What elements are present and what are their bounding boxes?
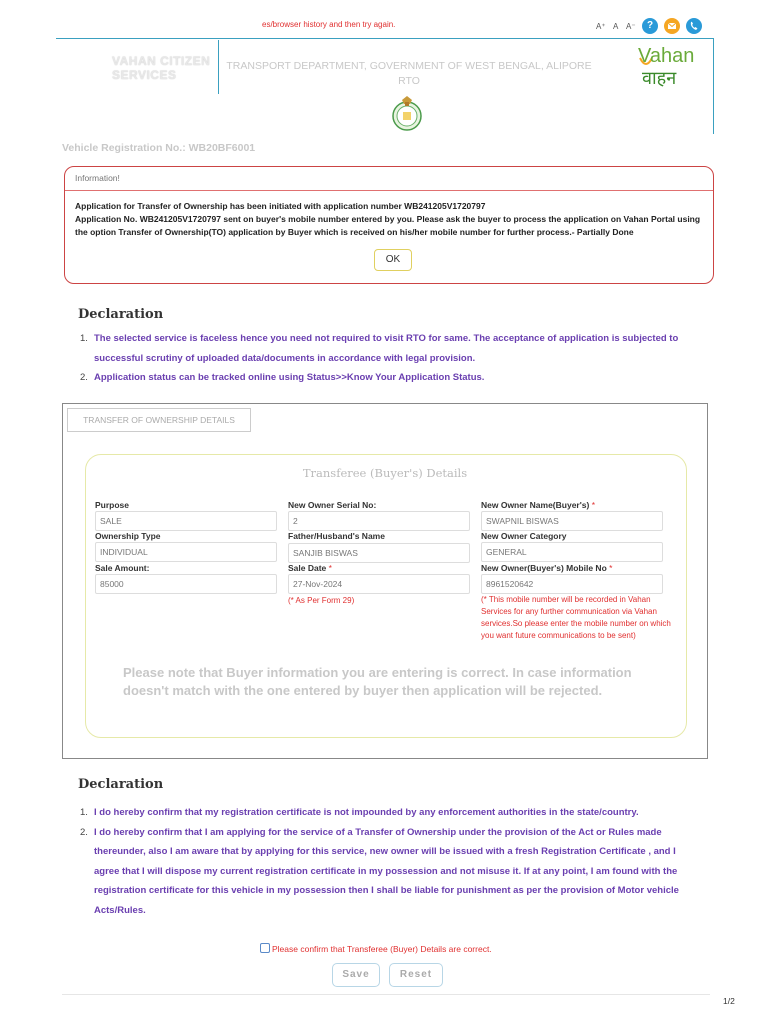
dialog-message <box>75 200 705 239</box>
required-mark: * <box>609 563 613 573</box>
dialog-line-1: Application for Transfer of Ownership has been initiated with application number WB241205V1720797 <box>75 201 486 211</box>
mobile-field[interactable]: 8961520642 <box>481 574 663 594</box>
owner-name-field[interactable]: SWAPNIL BISWAS <box>481 511 663 531</box>
item-number: 1. <box>80 333 88 344</box>
font-normal-button[interactable]: A <box>613 22 619 31</box>
vehicle-registration-label: Vehicle Registration No.: WB20BF6001 <box>62 142 256 154</box>
transfer-ownership-panel <box>62 403 708 759</box>
owner-category-field[interactable]: GENERAL <box>481 542 663 562</box>
logo-text-hi: वाहन <box>642 68 677 89</box>
phone-glyph <box>686 18 702 34</box>
serial-field[interactable]: 2 <box>288 511 470 531</box>
declaration-item <box>80 368 690 388</box>
buyer-info-note: Please note that Buyer information you are entering is correct. In case information doesn't match with the one entered by buyer then application will be rejected. <box>123 665 632 698</box>
sale-date-label-text: Sale Date <box>288 563 327 573</box>
mobile-label-text: New Owner(Buyer's) Mobile No <box>481 563 607 573</box>
sale-date-label <box>288 563 332 573</box>
footer-divider <box>62 994 710 995</box>
save-button[interactable]: Save <box>332 963 380 987</box>
mobile-label <box>481 563 612 573</box>
brand-line1: VAHAN CITIZEN <box>112 54 211 68</box>
browser-history-warning: es/browser history and then try again. <box>262 20 396 29</box>
sale-amount-field[interactable]: 85000 <box>95 574 277 594</box>
required-mark: * <box>591 500 595 510</box>
declaration-text: Application status can be tracked online using Status>>Know Your Application Status. <box>94 372 485 383</box>
sale-date-hint: (* As Per Form 29) <box>288 596 355 605</box>
page-number: 1/2 <box>723 996 735 1006</box>
help-icon[interactable]: ? <box>642 18 658 34</box>
declaration-item <box>80 803 690 823</box>
vahan-logo <box>634 40 706 90</box>
dialog-line-2: Application No. WB241205V1720797 sent on buyer's mobile number entered by you. Please ask the buyer to process the application on Vahan Portal using the option Transfer of Ownership(TO) application by Buyer which is received on his/her mobile number for further process.- Partially Done <box>75 214 701 237</box>
information-dialog <box>64 166 714 284</box>
declaration-text: The selected service is faceless hence you need not required to visit RTO for same. The acceptance of application is subjected to successful scrutiny of uploaded data/documents in accordance with legal provision. <box>94 333 679 364</box>
declaration-item <box>80 823 690 921</box>
reset-button[interactable]: Reset <box>389 963 443 987</box>
item-number: 1. <box>80 807 88 818</box>
purpose-label: Purpose <box>95 500 130 510</box>
header-right-border <box>713 38 714 134</box>
brand-line2: SERVICES <box>112 68 177 82</box>
tab-transfer-ownership-details[interactable]: TRANSFER OF OWNERSHIP DETAILS <box>67 408 251 432</box>
required-mark: * <box>328 563 332 573</box>
header-border <box>56 38 714 39</box>
phone-icon[interactable] <box>686 18 702 34</box>
header-divider <box>218 40 219 94</box>
serial-label: New Owner Serial No: <box>288 500 377 510</box>
declaration-text: I do hereby confirm that I am applying for the service of a Transfer of Ownership under the provision of the Act or Rules made thereunder, also I am aware that by applying for this service, new owner will be issued with a fresh Registration Certificate , and I agree that I will dispose my current registration certificate in my possession and not misuse it. If at any point, I am found with the registration certificate for this vehicle in my possession then I shall be liable for punishment as per the provision of Motor vehicle Acts/Rules. <box>94 826 679 916</box>
font-increase-button[interactable]: A⁺ <box>596 22 606 31</box>
logo-text-en: Vahan <box>638 45 695 67</box>
envelope-glyph <box>664 18 680 34</box>
brand-title <box>112 54 210 82</box>
ownership-type-label: Ownership Type <box>95 531 161 541</box>
declaration-text: I do hereby confirm that my registration certificate is not impounded by any enforcement authorities in the state/country. <box>94 807 639 818</box>
declaration-list <box>80 329 690 388</box>
purpose-field[interactable]: SALE <box>95 511 277 531</box>
father-name-label: Father/Husband's Name <box>288 531 385 541</box>
department-title: TRANSPORT DEPARTMENT, GOVERNMENT OF WEST BENGAL, ALIPORE RTO <box>226 60 592 87</box>
sale-amount-label: Sale Amount: <box>95 563 150 573</box>
confirm-details-row <box>260 943 492 954</box>
mobile-hint: (* This mobile number will be recorded in Vahan Services for any further communication via Vahan services.So please enter the mobile number on which you want future communications to be sent) <box>481 595 671 640</box>
declaration-item <box>80 329 690 368</box>
owner-name-label <box>481 500 595 510</box>
dialog-title: Information! <box>65 167 713 191</box>
declaration-title: Declaration <box>78 307 164 322</box>
declaration-list-2 <box>80 803 690 920</box>
confirm-details-checkbox[interactable] <box>260 943 270 953</box>
font-decrease-button[interactable]: A⁻ <box>626 22 636 31</box>
ownership-type-field[interactable]: INDIVIDUAL <box>95 542 277 562</box>
mail-icon[interactable] <box>664 18 680 34</box>
transferee-section-title: Transferee (Buyer's) Details <box>302 466 468 480</box>
confirm-details-label: Please confirm that Transferee (Buyer) Details are correct. <box>272 944 492 954</box>
father-name-field[interactable]: SANJIB BISWAS <box>288 543 470 563</box>
ok-button[interactable]: OK <box>374 249 412 271</box>
owner-name-label-text: New Owner Name(Buyer's) <box>481 500 590 510</box>
owner-category-label: New Owner Category <box>481 531 567 541</box>
item-number: 2. <box>80 372 88 383</box>
item-number: 2. <box>80 826 88 838</box>
declaration-title-2: Declaration <box>78 777 164 792</box>
state-emblem-icon <box>389 94 425 132</box>
sale-date-field[interactable]: 27-Nov-2024 <box>288 574 470 594</box>
